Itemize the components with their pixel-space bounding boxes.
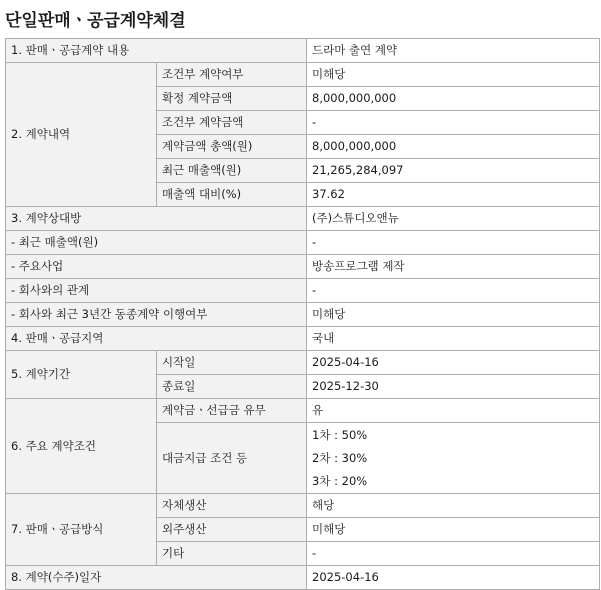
sub-value: 21,265,284,097 bbox=[307, 159, 600, 183]
sub-value: 미해당 bbox=[307, 518, 600, 542]
sub-label: 외주생산 bbox=[157, 518, 307, 542]
row-label-contract-period: 5. 계약기간 bbox=[6, 351, 157, 399]
table-row bbox=[6, 231, 600, 255]
row-value-contract-date: 2025-04-16 bbox=[307, 566, 600, 590]
sub-label-deposit: 계약금ㆍ선급금 유무 bbox=[157, 399, 307, 423]
sub-value-start: 2025-04-16 bbox=[307, 351, 600, 375]
table-row bbox=[6, 207, 600, 231]
sub-value: 미해당 bbox=[307, 63, 600, 87]
row-label-recent-sales: - 최근 매출액(원) bbox=[6, 231, 307, 255]
row-label-region: 4. 판매ㆍ공급지역 bbox=[6, 327, 307, 351]
sub-label-start: 시작일 bbox=[157, 351, 307, 375]
sub-value-payment bbox=[307, 423, 600, 494]
table-row bbox=[6, 303, 600, 327]
row-label-main-business: - 주요사업 bbox=[6, 255, 307, 279]
row-label-contract-details: 2. 계약내역 bbox=[6, 63, 157, 207]
sub-value: 37.62 bbox=[307, 183, 600, 207]
sub-label: 확정 계약금액 bbox=[157, 87, 307, 111]
row-label-relationship: - 회사와의 관계 bbox=[6, 279, 307, 303]
table-row bbox=[6, 63, 600, 87]
table-row bbox=[6, 566, 600, 590]
sub-value: 8,000,000,000 bbox=[307, 87, 600, 111]
row-value-relationship: - bbox=[307, 279, 600, 303]
table-row bbox=[6, 39, 600, 63]
payment-line: 1차 : 50% bbox=[312, 427, 368, 442]
sub-label: 계약금액 총액(원) bbox=[157, 135, 307, 159]
sub-value: 8,000,000,000 bbox=[307, 135, 600, 159]
sub-label: 자체생산 bbox=[157, 494, 307, 518]
sub-label: 조건부 계약금액 bbox=[157, 111, 307, 135]
row-label-contract-content: 1. 판매ㆍ공급계약 내용 bbox=[6, 39, 307, 63]
sub-label-end: 종료일 bbox=[157, 375, 307, 399]
row-label-prior-contracts: - 회사와 최근 3년간 동종계약 이행여부 bbox=[6, 303, 307, 327]
row-value-prior-contracts: 미해당 bbox=[307, 303, 600, 327]
sub-value: - bbox=[307, 111, 600, 135]
page-title: 단일판매ㆍ공급계약체결 bbox=[5, 11, 186, 31]
payment-line: 3차 : 20% bbox=[312, 473, 368, 488]
sub-value-end: 2025-12-30 bbox=[307, 375, 600, 399]
row-value-recent-sales: - bbox=[307, 231, 600, 255]
sub-value: 해당 bbox=[307, 494, 600, 518]
row-label-main-terms: 6. 주요 계약조건 bbox=[6, 399, 157, 494]
sub-label: 매출액 대비(%) bbox=[157, 183, 307, 207]
sub-value-deposit: 유 bbox=[307, 399, 600, 423]
table-row bbox=[6, 255, 600, 279]
sub-value: - bbox=[307, 542, 600, 566]
row-label-contract-date: 8. 계약(수주)일자 bbox=[6, 566, 307, 590]
table-row bbox=[6, 494, 600, 518]
sub-label: 조건부 계약여부 bbox=[157, 63, 307, 87]
row-label-counterparty: 3. 계약상대방 bbox=[6, 207, 307, 231]
table-row bbox=[6, 399, 600, 423]
disclosure-table bbox=[5, 38, 600, 590]
table-row bbox=[6, 279, 600, 303]
row-value-contract-content: 드라마 출연 계약 bbox=[307, 39, 600, 63]
row-value-counterparty: (주)스튜디오앤뉴 bbox=[307, 207, 600, 231]
row-value-main-business: 방송프로그램 제작 bbox=[307, 255, 600, 279]
sub-label: 최근 매출액(원) bbox=[157, 159, 307, 183]
row-value-region: 국내 bbox=[307, 327, 600, 351]
table-row bbox=[6, 327, 600, 351]
table-row bbox=[6, 351, 600, 375]
sub-label: 기타 bbox=[157, 542, 307, 566]
sub-label-payment: 대금지급 조건 등 bbox=[157, 423, 307, 494]
payment-line: 2차 : 30% bbox=[312, 450, 368, 465]
row-label-supply-method: 7. 판매ㆍ공급방식 bbox=[6, 494, 157, 566]
